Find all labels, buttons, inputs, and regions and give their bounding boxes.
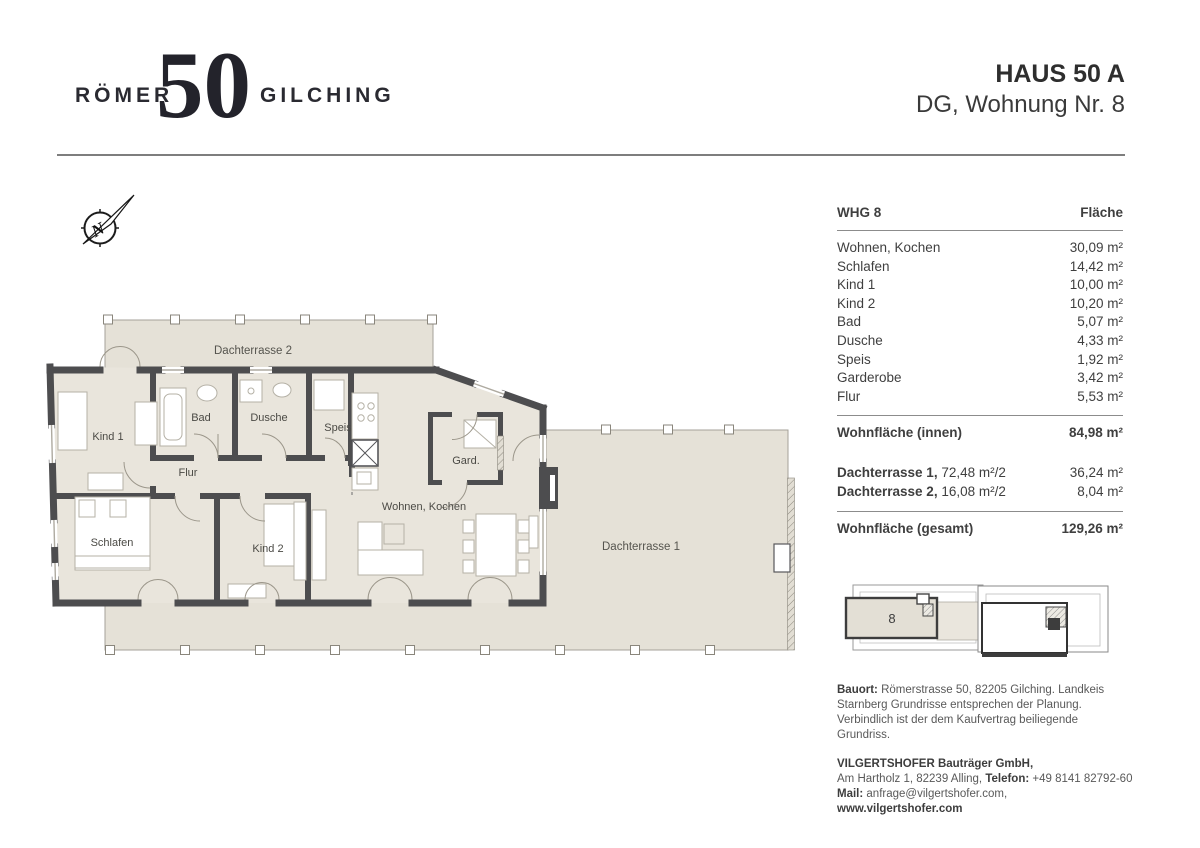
label-kind2: Kind 2 xyxy=(252,543,284,555)
bauort-label: Bauort: xyxy=(837,684,878,696)
label-schlafen: Schlafen xyxy=(90,537,134,549)
telefon-number: +49 8141 82792-60 xyxy=(1032,773,1133,785)
header-divider xyxy=(57,154,1125,156)
table-row: Dachterrasse 1, 72,48 m²/2 36,24 m² xyxy=(837,464,1123,480)
key-plan-left-building xyxy=(846,585,983,650)
col-flaeche: Fläche xyxy=(1080,205,1123,220)
label-dusche: Dusche xyxy=(250,412,288,424)
logo-gilching: GILCHING xyxy=(260,84,395,107)
table-row: Speis 1,92 m² xyxy=(837,351,1123,367)
col-whg: WHG 8 xyxy=(837,205,882,220)
table-row: Dusche 4,33 m² xyxy=(837,332,1123,348)
table-row: Garderobe 3,42 m² xyxy=(837,370,1123,386)
key-plan-unit-label: 8 xyxy=(888,611,896,626)
floor-plan xyxy=(42,298,802,668)
label-terrasse2: Dachterrasse 2 xyxy=(214,345,292,357)
footer xyxy=(837,683,1133,817)
entry-niche xyxy=(550,475,555,501)
table-row: Kind 2 10,20 m² xyxy=(837,295,1123,311)
label-wohnen: Wohnen, Kochen xyxy=(381,501,467,513)
table-row: Bad 5,07 m² xyxy=(837,314,1123,330)
terrace-pier xyxy=(774,544,790,572)
label-speis: Speis xyxy=(324,422,352,434)
table-row: Kind 1 10,00 m² xyxy=(837,277,1123,293)
table-row: Wohnen, Kochen 30,09 m² xyxy=(837,240,1123,255)
terrace-rows xyxy=(837,452,1123,511)
website-link[interactable]: www.vilgertshofer.com xyxy=(837,803,963,815)
page-subtitle: DG, Wohnung Nr. 8 xyxy=(916,91,1125,118)
company-address: Am Hartholz 1, 82239 Alling, xyxy=(837,773,983,785)
compass-icon xyxy=(68,190,142,256)
label-gard: Gard. xyxy=(452,455,480,467)
page-title: HAUS 50 A xyxy=(995,60,1125,88)
area-table-header xyxy=(837,203,1123,230)
label-kind1: Kind 1 xyxy=(92,431,124,443)
bauort-note: Bauort: Römerstrasse 50, 82205 Gilching. Landkeis Starnberg Grundrisse entsprechen der Planung. Verbindlich ist der dem Kaufvertrag beiliegende Grundriss. xyxy=(837,684,1105,741)
total-row: Wohnfläche (gesamt) 129,26 m² xyxy=(837,521,1123,537)
table-row: Schlafen 14,42 m² xyxy=(837,258,1123,274)
company-name: VILGERTSHOFER Bauträger GmbH, xyxy=(837,758,1034,770)
company-block xyxy=(837,757,1133,817)
key-plan-right-building xyxy=(978,586,1108,657)
subtotal-row: Wohnfläche (innen) 84,98 m² xyxy=(837,425,1123,441)
label-bad: Bad xyxy=(191,412,211,424)
label-terrasse1: Dachterrasse 1 xyxy=(602,541,680,553)
mail-label: Mail: xyxy=(837,788,864,800)
key-plan xyxy=(840,572,1115,672)
area-table xyxy=(837,203,1123,547)
logo-roemer: RÖMER xyxy=(75,84,174,107)
compass-n-label: N xyxy=(88,218,108,241)
table-row: Flur 5,53 m² xyxy=(837,388,1123,404)
label-flur: Flur xyxy=(178,467,198,479)
room-rows xyxy=(837,231,1123,415)
telefon-label: Telefon: xyxy=(985,773,1030,785)
logo-number: 50 xyxy=(156,32,251,138)
table-row: Dachterrasse 2, 16,08 m²/2 8,04 m² xyxy=(837,483,1123,499)
entry-sidelight xyxy=(498,436,504,470)
mail-address[interactable]: anfrage@vilgertshofer.com, xyxy=(866,788,1008,800)
